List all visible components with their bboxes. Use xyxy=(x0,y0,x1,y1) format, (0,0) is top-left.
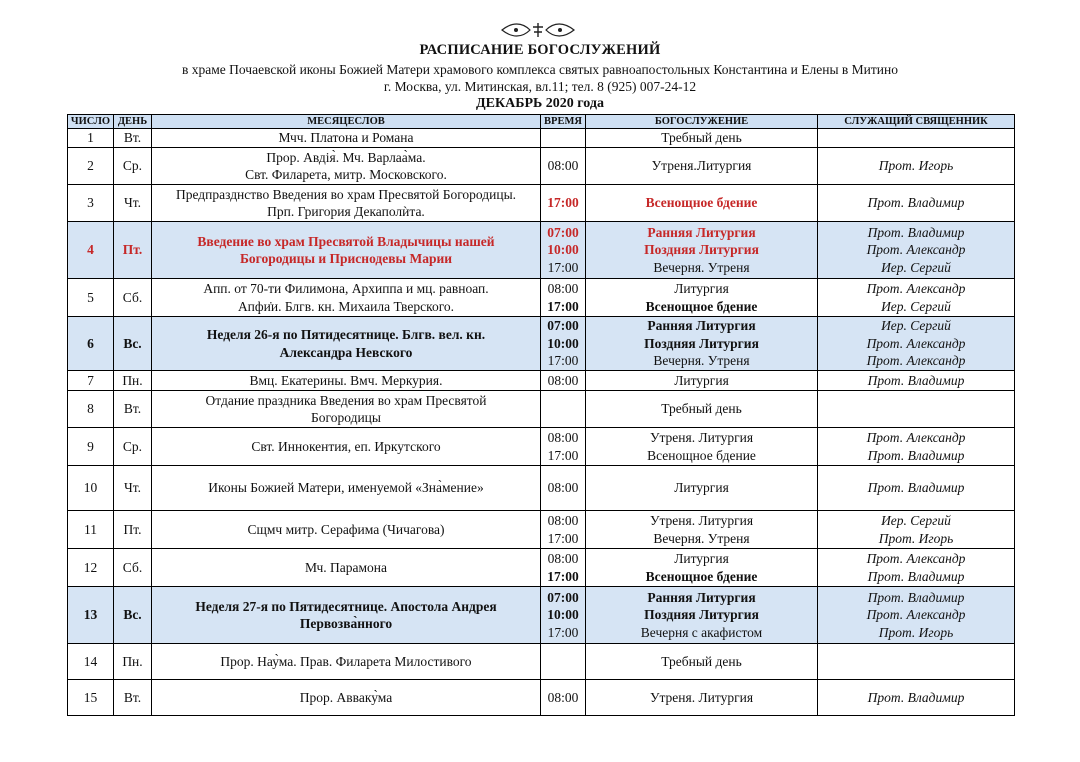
priest-line: Иер. Сергий xyxy=(881,318,951,334)
priest-line: Прот. Александр xyxy=(866,281,966,296)
ornament-divider-icon xyxy=(500,22,576,38)
menologion-cell xyxy=(152,391,541,428)
service-cell xyxy=(586,428,818,466)
priest-cell xyxy=(818,129,1015,148)
service-line: Утреня. Литургия xyxy=(649,430,754,445)
service-line: Литургия xyxy=(674,551,729,566)
date-cell: 1 xyxy=(68,129,114,148)
time-line: 10:00 xyxy=(547,242,579,258)
time-line: 17:00 xyxy=(547,353,579,369)
service-cell: Требный день xyxy=(586,129,818,148)
service-line: Вечерня. Утреня xyxy=(653,353,750,369)
priest-line: Прот. Александр xyxy=(866,607,966,623)
time-line: 08:00 xyxy=(547,281,579,296)
column-header-num: ЧИСЛО xyxy=(68,115,114,129)
weekday-cell: Вс. xyxy=(114,317,152,371)
priest-cell xyxy=(818,391,1015,428)
service-cell: Всенощное бдение xyxy=(586,185,818,222)
priest-cell xyxy=(818,222,1015,279)
date-cell: 9 xyxy=(68,428,114,466)
time-line: 10:00 xyxy=(547,335,579,351)
priest-line: Прот. Александр xyxy=(866,335,966,351)
menologion-line: Неделя 26-я по Пятидесятнице. Блгв. вел. кн. xyxy=(206,327,486,342)
time-cell xyxy=(541,129,586,148)
time-line: 17:00 xyxy=(547,447,579,463)
menologion-line: Первозва̀нного xyxy=(299,616,393,631)
table-row xyxy=(68,129,1015,148)
priest-line: Прот. Игорь xyxy=(878,624,954,640)
time-line: 17:00 xyxy=(547,624,579,640)
table-row xyxy=(68,222,1015,279)
menologion-line: Неделя 27-я по Пятидесятнице. Апостола Андрея xyxy=(195,598,497,614)
time-cell: 08:00 xyxy=(541,466,586,511)
table-row xyxy=(68,279,1015,317)
time-line: 17:00 xyxy=(547,568,579,584)
menologion-cell: Свт. Иннокентия, еп. Иркутского xyxy=(152,428,541,466)
menologion-line: Богородицы xyxy=(311,410,381,425)
date-cell: 12 xyxy=(68,549,114,587)
service-line: Поздняя Литургия xyxy=(644,335,759,351)
weekday-cell: Чт. xyxy=(114,185,152,222)
service-line: Поздняя Литургия xyxy=(644,607,759,623)
service-line: Всенощное бдение xyxy=(645,298,758,314)
table-row xyxy=(68,549,1015,587)
weekday-cell: Вс. xyxy=(114,587,152,644)
priest-cell xyxy=(818,428,1015,466)
priest-line: Прот. Владимир xyxy=(867,568,965,584)
menologion-cell xyxy=(152,148,541,185)
service-line: Поздняя Литургия xyxy=(644,242,759,258)
menologion-cell: Иконы Божией Матери, именуемой «Зна̀мение» xyxy=(152,466,541,511)
priest-cell xyxy=(818,279,1015,317)
time-cell xyxy=(541,644,586,680)
weekday-cell: Вт. xyxy=(114,391,152,428)
table-row xyxy=(68,680,1015,716)
priest-line: Прот. Александр xyxy=(866,551,966,566)
priest-line: Прот. Александр xyxy=(866,353,966,369)
time-line: 07:00 xyxy=(547,318,579,334)
table-row xyxy=(68,511,1015,549)
menologion-line: Свт. Филарета, митр. Московского. xyxy=(245,167,447,182)
column-header-service: БОГОСЛУЖЕНИЕ xyxy=(586,115,818,129)
menologion-line: Апп. от 70-ти Филимона, Архиппа и мц. равноап. xyxy=(203,281,489,296)
service-line: Вечерня с акафистом xyxy=(640,624,763,640)
column-header-priest: СЛУЖАЩИЙ СВЯЩЕННИК xyxy=(818,115,1015,129)
time-cell xyxy=(541,587,586,644)
date-cell: 6 xyxy=(68,317,114,371)
service-cell: Требный день xyxy=(586,391,818,428)
menologion-cell: Прор. Нау̀ма. Прав. Филарета Милостивого xyxy=(152,644,541,680)
service-line: Вечерня. Утреня xyxy=(653,530,750,546)
priest-line: Иер. Сергий xyxy=(881,259,951,275)
table-row xyxy=(68,428,1015,466)
schedule-table xyxy=(67,114,1015,716)
weekday-cell: Пт. xyxy=(114,222,152,279)
church-line: в храме Почаевской иконы Божией Матери храмового комплекса святых равноапостольных Константина и Елены в Митино xyxy=(182,62,898,77)
time-line: 17:00 xyxy=(547,259,579,275)
column-header-menologion: МЕСЯЦЕСЛОВ xyxy=(152,115,541,129)
time-cell: 08:00 xyxy=(541,371,586,391)
table-row xyxy=(68,391,1015,428)
priest-cell xyxy=(818,511,1015,549)
table-header-row xyxy=(68,115,1015,129)
service-line: Ранняя Литургия xyxy=(647,589,756,605)
date-cell: 14 xyxy=(68,644,114,680)
priest-line: Иер. Сергий xyxy=(881,513,951,528)
table-row xyxy=(68,148,1015,185)
date-cell: 5 xyxy=(68,279,114,317)
priest-line: Иер. Сергий xyxy=(881,298,951,314)
time-line: 07:00 xyxy=(547,589,579,605)
time-cell xyxy=(541,549,586,587)
weekday-cell: Ср. xyxy=(114,428,152,466)
time-line: 08:00 xyxy=(547,513,579,528)
time-cell: 08:00 xyxy=(541,148,586,185)
time-cell xyxy=(541,222,586,279)
menologion-cell xyxy=(152,222,541,279)
date-cell: 15 xyxy=(68,680,114,716)
time-cell xyxy=(541,279,586,317)
time-line: 07:00 xyxy=(547,224,579,240)
priest-cell: Прот. Владимир xyxy=(818,185,1015,222)
date-cell: 3 xyxy=(68,185,114,222)
table-row xyxy=(68,587,1015,644)
service-cell: Литургия xyxy=(586,466,818,511)
time-cell xyxy=(541,317,586,371)
column-header-day: ДЕНЬ xyxy=(114,115,152,129)
service-cell xyxy=(586,317,818,371)
month-heading: ДЕКАБРЬ 2020 года xyxy=(476,96,604,111)
service-cell xyxy=(586,222,818,279)
menologion-line: Прп. Григория Декаполѝта. xyxy=(267,204,425,219)
address-line: г. Москва, ул. Митинская, вл.11; тел. 8 (925) 007-24-12 xyxy=(383,79,697,94)
menologion-line: Предпразднство Введения во храм Пресвятой Богородицы. xyxy=(175,186,517,202)
time-line: 08:00 xyxy=(547,430,579,445)
priest-cell xyxy=(818,317,1015,371)
service-cell xyxy=(586,549,818,587)
menologion-cell: Вмц. Екатерины. Вмч. Меркурия. xyxy=(152,371,541,391)
priest-cell: Прот. Владимир xyxy=(818,371,1015,391)
weekday-cell: Чт. xyxy=(114,466,152,511)
time-cell: 08:00 xyxy=(541,680,586,716)
service-line: Утреня. Литургия xyxy=(649,513,754,528)
time-cell xyxy=(541,428,586,466)
weekday-cell: Сб. xyxy=(114,279,152,317)
menologion-line: Богородицы и Приснодевы Марии xyxy=(239,251,453,266)
time-cell xyxy=(541,511,586,549)
service-cell: Требный день xyxy=(586,644,818,680)
menologion-line: Прор. Авдія̀. Мч. Варлаа̀ма. xyxy=(266,149,426,165)
menologion-cell xyxy=(152,587,541,644)
priest-cell: Прот. Владимир xyxy=(818,466,1015,511)
weekday-cell: Вт. xyxy=(114,129,152,148)
date-cell: 2 xyxy=(68,148,114,185)
time-line: 17:00 xyxy=(547,530,579,546)
menologion-cell xyxy=(152,317,541,371)
date-cell: 11 xyxy=(68,511,114,549)
date-cell: 8 xyxy=(68,391,114,428)
service-cell: Литургия xyxy=(586,371,818,391)
service-line: Всенощное бдение xyxy=(645,568,758,584)
weekday-cell: Вт. xyxy=(114,680,152,716)
service-line: Вечерня. Утреня xyxy=(653,259,750,275)
priest-cell: Прот. Игорь xyxy=(818,148,1015,185)
table-row xyxy=(68,185,1015,222)
date-cell: 4 xyxy=(68,222,114,279)
time-cell xyxy=(541,391,586,428)
service-cell: Утреня. Литургия xyxy=(586,680,818,716)
menologion-line: Отдание праздника Введения во храм Пресвятой xyxy=(205,392,487,408)
weekday-cell: Сб. xyxy=(114,549,152,587)
weekday-cell: Пн. xyxy=(114,371,152,391)
priest-line: Прот. Владимир xyxy=(867,447,965,463)
table-row xyxy=(68,371,1015,391)
priest-line: Прот. Игорь xyxy=(878,530,954,546)
menologion-cell: Прор. Авваку̀ма xyxy=(152,680,541,716)
priest-cell xyxy=(818,644,1015,680)
service-cell: Утреня.Литургия xyxy=(586,148,818,185)
menologion-line: Апфи̇и. Блгв. кн. Михаила Тверского. xyxy=(237,298,455,314)
table-row xyxy=(68,466,1015,511)
priest-cell xyxy=(818,587,1015,644)
menologion-line: Введение во храм Пресвятой Владычицы нашей xyxy=(197,233,495,249)
priest-line: Прот. Владимир xyxy=(867,224,965,240)
service-cell xyxy=(586,511,818,549)
time-cell: 17:00 xyxy=(541,185,586,222)
weekday-cell: Пт. xyxy=(114,511,152,549)
weekday-cell: Пн. xyxy=(114,644,152,680)
weekday-cell: Ср. xyxy=(114,148,152,185)
menologion-cell: Сщмч митр. Серафима (Чичагова) xyxy=(152,511,541,549)
priest-cell xyxy=(818,549,1015,587)
service-line: Всенощное бдение xyxy=(647,447,756,463)
service-cell xyxy=(586,587,818,644)
menologion-cell xyxy=(152,185,541,222)
priest-line: Прот. Александр xyxy=(866,430,966,445)
document-title: РАСПИСАНИЕ БОГОСЛУЖЕНИЙ xyxy=(419,42,661,58)
priest-line: Прот. Александр xyxy=(866,242,966,258)
menologion-cell xyxy=(152,279,541,317)
menologion-cell: Мчч. Платона и Романа xyxy=(152,129,541,148)
column-header-time: ВРЕМЯ xyxy=(541,115,586,129)
time-line: 17:00 xyxy=(547,298,579,314)
service-cell xyxy=(586,279,818,317)
priest-cell: Прот. Владимир xyxy=(818,680,1015,716)
service-line: Ранняя Литургия xyxy=(647,318,756,334)
priest-line: Прот. Владимир xyxy=(867,589,965,605)
date-cell: 13 xyxy=(68,587,114,644)
service-line: Ранняя Литургия xyxy=(647,224,756,240)
table-row xyxy=(68,644,1015,680)
time-line: 10:00 xyxy=(547,607,579,623)
time-line: 08:00 xyxy=(547,551,579,566)
service-line: Литургия xyxy=(674,281,729,296)
menologion-line: Александра Невского xyxy=(279,344,413,360)
date-cell: 7 xyxy=(68,371,114,391)
table-row xyxy=(68,317,1015,371)
menologion-cell: Мч. Парамона xyxy=(152,549,541,587)
date-cell: 10 xyxy=(68,466,114,511)
